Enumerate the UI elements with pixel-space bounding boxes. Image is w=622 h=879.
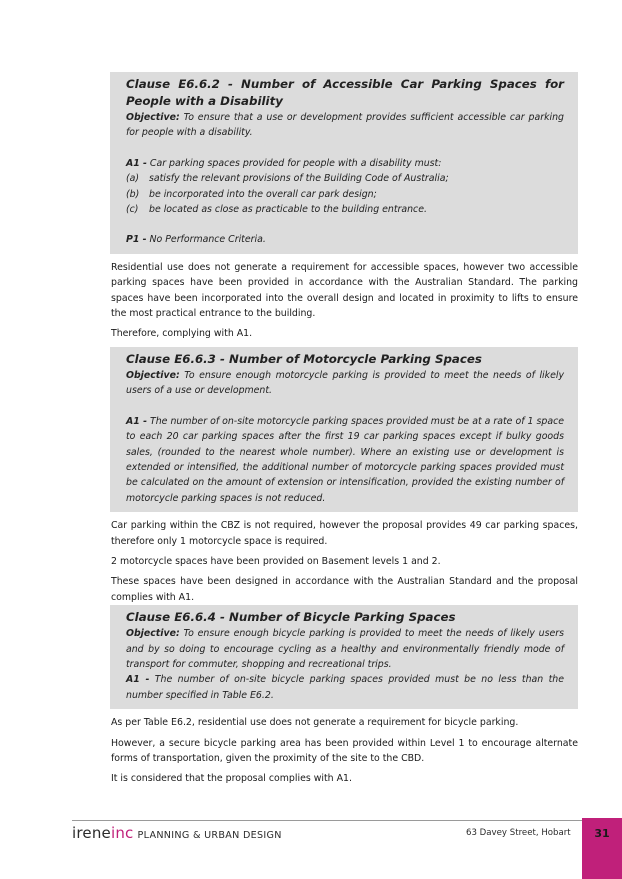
clause-a1: A1 - The number of on-site motorcycle parking spaces provided must be at a rate of 1 space to each 20 car parking spaces after the first 19 car parking spaces except if bulky goods sales, (rounded to the nearest whole number). Where an existing use or development is extended or intensified, the additional number of motorcycle parking spaces provided must be calculated on the amount of extension or intensification, provided the existing number of motorcycle parking spaces is not reduced.	[126, 415, 565, 504]
list-item: (a) satisfy the relevant provisions of the Building Code of Australia;	[126, 173, 449, 185]
clause-e6-6-3-box	[110, 347, 578, 512]
body-paragraph: Therefore, complying with A1.	[111, 328, 253, 340]
footer-address: 63 Davey Street, Hobart	[466, 828, 571, 838]
body-paragraph: However, a secure bicycle parking area has been provided within Level 1 to encourage alternate forms of transportation, given the proximity of the site to the CBD.	[111, 737, 578, 764]
clause-title: Clause E6.6.4 - Number of Bicycle Parking Spaces	[126, 610, 456, 625]
list-item: (c) be located as close as practicable to the building entrance.	[126, 204, 427, 216]
list-item: (b) be incorporated into the overall car park design;	[126, 188, 377, 200]
clause-a1: A1 - Car parking spaces provided for people with a disability must:	[126, 157, 442, 169]
clause-e6-6-4-box	[110, 605, 578, 709]
page-number-box	[582, 818, 622, 879]
clause-objective: Objective: To ensure that a use or development provides sufficient accessible car parking for people with a disability.	[126, 112, 564, 139]
clause-e6-6-2-box	[110, 72, 578, 254]
clause-objective: Objective: To ensure enough bicycle parking is provided to meet the needs of likely users and by so doing to encourage cycling as a healthy and environmentally friendly mode of transport for commuter, shopping and recreational trips.	[126, 628, 564, 670]
clause-objective: Objective: To ensure enough motorcycle parking is provided to meet the needs of likely users of a use or development.	[126, 369, 564, 397]
footer-divider	[72, 820, 582, 821]
clause-p1: P1 - No Performance Criteria.	[126, 234, 266, 246]
page-content	[110, 72, 578, 787]
clause-title: Clause E6.6.3 - Number of Motorcycle Parking Spaces	[126, 351, 482, 366]
body-paragraph: These spaces have been designed in accordance with the Australian Standard and the proposal complies with A1.	[111, 576, 578, 603]
body-paragraph: 2 motorcycle spaces have been provided on Basement levels 1 and 2.	[111, 555, 441, 567]
body-paragraph: It is considered that the proposal complies with A1.	[111, 773, 352, 785]
body-paragraph: Residential use does not generate a requirement for accessible spaces, however two accessible parking spaces have been provided in accordance with the Australian Standard. The parking spaces have been incorporated into the overall design and located in proximity to lifts to ensure the most practical entrance to the building.	[111, 261, 578, 320]
logo-tagline: PLANNING & URBAN DESIGN	[137, 830, 282, 841]
body-paragraph: Car parking within the CBZ is not required, however the proposal provides 49 car parking spaces, therefore only 1 motorcycle space is required.	[111, 520, 578, 547]
clause-title: Clause E6.6.2 - Number of Accessible Car Parking Spaces for People with a Disability	[126, 77, 564, 108]
body-paragraph: As per Table E6.2, residential use does not generate a requirement for bicycle parking.	[111, 717, 519, 729]
company-logo: ireneinc PLANNING & URBAN DESIGN	[72, 824, 282, 842]
clause-a1: A1 - The number of on-site bicycle parking spaces provided must be no less than the number specified in Table E6.2.	[126, 674, 565, 701]
page-number: 31	[594, 827, 610, 840]
